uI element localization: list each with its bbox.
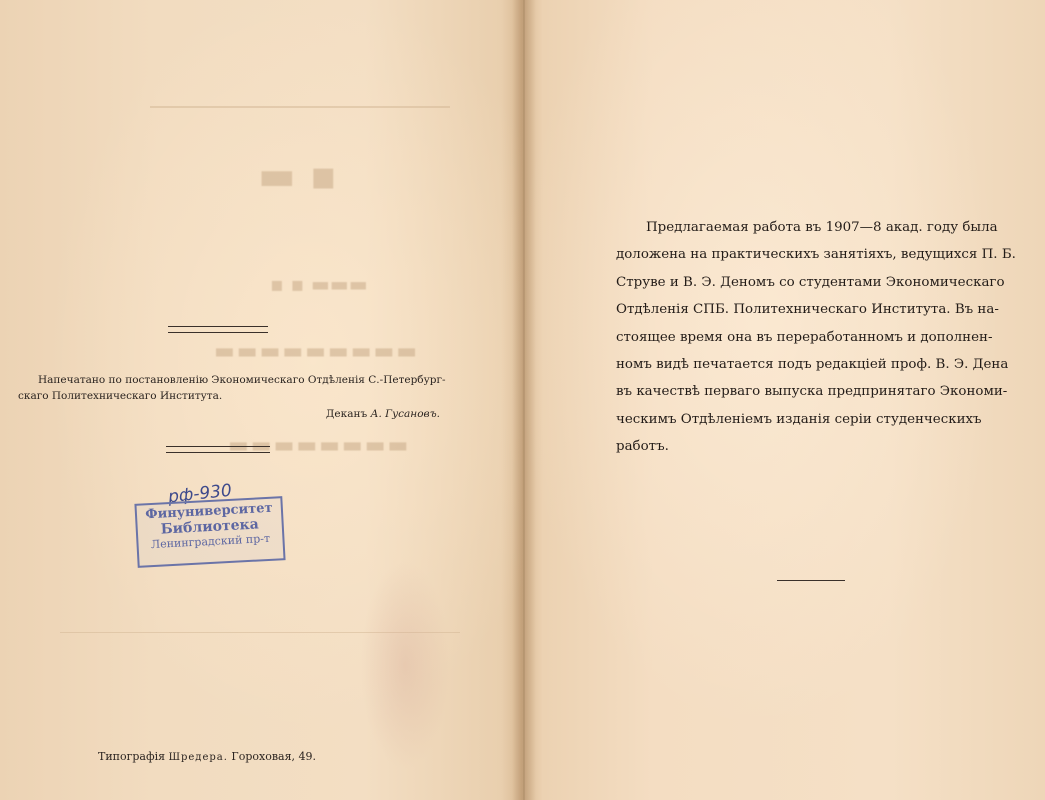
printer-line	[98, 750, 316, 763]
stamp-line: Библиотека	[160, 516, 260, 538]
preface-line: доложена на практическихъ занятіяхъ, ведущихся П. Б.	[616, 247, 1016, 263]
right-page	[522, 0, 1045, 800]
ghost-bleed: ▬▬▬▬▬▬▬▬▬	[214, 338, 420, 364]
printer-prefix: Типографія	[98, 750, 166, 763]
imprint-line: Напечатано по постановленію Экономическаго Отдѣленія С.-Петербург-	[38, 374, 446, 386]
preface-line: стоящее время она въ переработанномъ и дополнен-	[616, 329, 993, 345]
imprint-notice	[18, 372, 448, 422]
printer-name: Шредера.	[168, 752, 228, 763]
stamp-line: Финуниверситет	[144, 500, 273, 523]
ornament-rule	[168, 326, 268, 333]
ornament-rule	[166, 446, 270, 453]
left-page	[0, 0, 522, 800]
dean-signature	[18, 406, 448, 422]
ghost-bleed: ▬▬▬▬▬▬▬▬	[228, 432, 411, 458]
stamp-line: Ленинградский пр-т	[150, 531, 271, 552]
preface-line: Струве и В. Э. Деномъ со студентами Экономическаго	[616, 274, 1005, 290]
preface-line: Предлагаемая работа въ 1907—8 акад. году была	[646, 220, 998, 235]
shelfmark-handwritten: рф-930	[167, 480, 233, 508]
ghost-bleed: ▪ ▪ ▬▬▬	[270, 272, 368, 296]
preface-line: Отдѣленія СПБ. Политехническаго Института. Въ на-	[616, 302, 999, 318]
library-stamp	[134, 496, 285, 568]
book-gutter	[512, 0, 536, 800]
preface-line: номъ видѣ печатается подъ редакціей проф. В. Э. Дена	[616, 357, 1009, 373]
preface-text	[616, 214, 1016, 461]
preface-line: работъ.	[616, 439, 669, 455]
signature-title: Деканъ	[325, 408, 368, 420]
ghost-bleed: ▬ ▪	[258, 152, 337, 199]
preface-line: въ качествѣ перваго выпуска предпринятаго Экономи-	[616, 384, 1008, 400]
imprint-line: скаго Политехническаго Института.	[18, 390, 223, 402]
printer-address: Гороховая, 49.	[231, 750, 316, 763]
preface-line: ческимъ Отдѣленіемъ изданія серіи студенческихъ	[616, 411, 982, 427]
end-rule	[777, 580, 845, 581]
signature-name: А. Гусановъ.	[370, 408, 440, 420]
paper-stain	[360, 560, 450, 770]
ghost-rule	[150, 106, 450, 108]
